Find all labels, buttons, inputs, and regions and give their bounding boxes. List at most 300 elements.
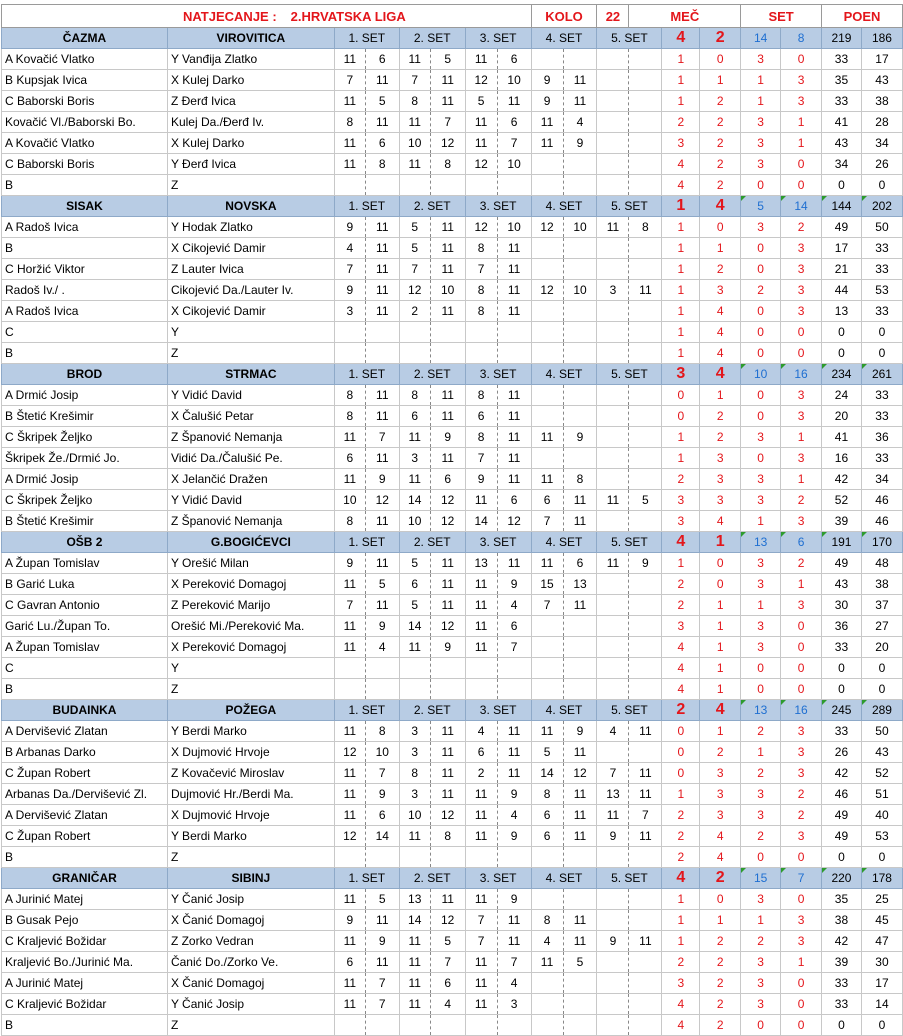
home-set-score: 2 [399,301,430,322]
set-header-4: 4. SET [531,196,597,217]
away-running-matches: 1 [700,721,741,742]
home-set-score: 11 [465,574,497,595]
home-sets-won: 0 [741,847,781,868]
away-set-score [430,175,465,196]
away-set-score [365,343,399,364]
home-points: 0 [822,343,862,364]
away-set-score [629,595,662,616]
away-points: 43 [861,70,902,91]
away-set-score [629,637,662,658]
game-row [2,637,903,658]
away-set-score [629,175,662,196]
home-set-score: 14 [465,511,497,532]
home-sets-won: 0 [741,259,781,280]
away-running-matches: 4 [700,826,741,847]
home-set-score [597,952,629,973]
home-set-score [334,658,365,679]
home-running-matches: 1 [662,343,700,364]
away-points: 17 [861,973,902,994]
away-set-score: 11 [365,595,399,616]
away-sets-won: 0 [781,49,822,70]
home-set-score [597,994,629,1015]
away-set-score: 5 [563,952,597,973]
away-sets-won: 0 [781,154,822,175]
away-running-matches: 2 [700,973,741,994]
game-row [2,448,903,469]
home-set-score [597,238,629,259]
home-points: 26 [822,742,862,763]
home-set-score: 6 [465,742,497,763]
away-player: Y Hodak Zlatko [167,217,334,238]
home-set-score: 7 [465,259,497,280]
home-set-score: 3 [399,721,430,742]
match-header [2,868,903,889]
away-set-score: 11 [365,112,399,133]
home-set-score: 12 [334,826,365,847]
home-set-score: 11 [334,805,365,826]
home-running-matches: 4 [662,175,700,196]
set-header-3: 3. SET [465,868,531,889]
away-player: X Čalušić Petar [167,406,334,427]
home-sets-won: 0 [741,343,781,364]
away-set-score: 8 [430,826,465,847]
away-player: X Cikojević Damir [167,238,334,259]
away-sets-won: 3 [781,406,822,427]
away-points: 38 [861,91,902,112]
game-row [2,490,903,511]
home-set-score: 14 [399,616,430,637]
away-set-score: 11 [629,931,662,952]
home-set-score [465,1015,497,1036]
home-set-score: 11 [399,952,430,973]
home-set-score: 3 [399,784,430,805]
away-set-score: 9 [430,637,465,658]
away-running-matches: 1 [700,595,741,616]
away-sets-won: 1 [781,112,822,133]
away-set-score [629,238,662,259]
away-set-score: 10 [497,217,531,238]
away-running-matches: 4 [700,301,741,322]
home-points: 33 [822,91,862,112]
away-team-name: STRMAC [167,364,334,385]
away-set-score: 7 [365,763,399,784]
home-sets-won: 2 [741,721,781,742]
away-set-score: 11 [430,385,465,406]
game-row [2,385,903,406]
away-set-score: 11 [497,448,531,469]
home-set-score: 6 [399,406,430,427]
away-set-score: 5 [629,490,662,511]
home-set-score: 4 [334,238,365,259]
home-set-score [597,847,629,868]
home-set-score: 12 [465,154,497,175]
home-running-matches: 1 [662,553,700,574]
away-set-score: 6 [497,616,531,637]
away-set-score: 11 [497,301,531,322]
away-player: Orešić Mi./Pereković Ma. [167,616,334,637]
game-row [2,322,903,343]
away-set-score: 11 [430,553,465,574]
home-set-score [334,1015,365,1036]
away-running-matches: 3 [700,469,741,490]
away-set-score [629,259,662,280]
home-set-score: 12 [465,70,497,91]
home-points: 33 [822,973,862,994]
set-header-3: 3. SET [465,700,531,721]
away-set-score: 6 [365,133,399,154]
away-points: 48 [861,553,902,574]
away-player: Y Čanić Josip [167,889,334,910]
home-running-matches: 1 [662,91,700,112]
league-name: 2.HRVATSKA LIGA [290,8,406,24]
home-set-score [597,322,629,343]
away-sets-won: 0 [781,973,822,994]
home-set-score [465,658,497,679]
away-set-score: 5 [430,49,465,70]
home-sets-total: 14 [741,28,781,49]
home-set-score [597,574,629,595]
set-header-2: 2. SET [399,868,465,889]
away-set-score [629,448,662,469]
home-set-score: 12 [531,217,563,238]
away-running-matches: 1 [700,679,741,700]
home-set-score: 8 [531,910,563,931]
home-points: 0 [822,322,862,343]
home-running-matches: 4 [662,637,700,658]
away-set-score: 11 [629,763,662,784]
away-set-score: 9 [563,133,597,154]
home-set-score [531,238,563,259]
away-running-matches: 2 [700,742,741,763]
away-set-score [497,658,531,679]
game-row [2,658,903,679]
away-set-score: 9 [563,427,597,448]
home-player: A Dervišević Zlatan [2,721,168,742]
set-header-1: 1. SET [334,364,399,385]
set-header-5: 5. SET [597,364,662,385]
away-points: 45 [861,910,902,931]
away-set-score [365,847,399,868]
home-sets-won: 1 [741,511,781,532]
away-set-score: 4 [430,994,465,1015]
away-points: 47 [861,931,902,952]
away-set-score: 11 [563,742,597,763]
home-set-score [597,448,629,469]
away-player: Y [167,322,334,343]
home-sets-won: 2 [741,280,781,301]
home-running-matches: 0 [662,721,700,742]
home-set-score: 8 [334,385,365,406]
away-set-score [629,574,662,595]
game-row [2,805,903,826]
home-set-score [531,616,563,637]
home-sets-won: 0 [741,448,781,469]
home-running-matches: 1 [662,217,700,238]
set-header-4: 4. SET [531,700,597,721]
home-player: C Horžić Viktor [2,259,168,280]
set-header-2: 2. SET [399,28,465,49]
home-set-score: 7 [531,595,563,616]
home-set-score [399,1015,430,1036]
away-set-score: 11 [430,301,465,322]
home-set-score: 3 [399,448,430,469]
home-running-matches: 4 [662,679,700,700]
home-set-score [399,679,430,700]
home-set-score: 11 [399,469,430,490]
away-set-score [563,994,597,1015]
away-sets-won: 1 [781,133,822,154]
home-set-score [334,343,365,364]
home-set-score: 13 [399,889,430,910]
home-player: C Kraljević Božidar [2,931,168,952]
home-set-score: 12 [399,280,430,301]
away-set-score: 11 [365,553,399,574]
away-points: 30 [861,952,902,973]
away-points: 36 [861,427,902,448]
game-row [2,406,903,427]
away-set-score [563,301,597,322]
away-running-matches: 1 [700,238,741,259]
home-set-score: 12 [531,280,563,301]
away-running-matches: 2 [700,175,741,196]
away-set-score: 4 [497,973,531,994]
home-set-score [531,406,563,427]
away-set-score: 6 [497,49,531,70]
away-set-score: 11 [365,259,399,280]
away-player: Y Berdi Marko [167,721,334,742]
home-running-matches: 1 [662,280,700,301]
away-set-score: 11 [365,280,399,301]
away-set-score: 4 [497,595,531,616]
home-set-score: 11 [465,616,497,637]
home-running-matches: 3 [662,133,700,154]
home-sets-won: 3 [741,217,781,238]
away-set-score: 11 [365,238,399,259]
home-team-name: BUDAINKA [2,700,168,721]
away-set-score: 12 [430,805,465,826]
home-running-matches: 0 [662,385,700,406]
home-set-score [399,847,430,868]
home-team-name: SISAK [2,196,168,217]
home-running-matches: 0 [662,406,700,427]
home-set-score [399,343,430,364]
away-points: 34 [861,469,902,490]
away-set-score [629,679,662,700]
game-row [2,469,903,490]
home-set-score: 8 [399,385,430,406]
away-points: 26 [861,154,902,175]
away-set-score: 11 [430,721,465,742]
home-player: A Drmić Josip [2,385,168,406]
away-set-score: 11 [563,826,597,847]
away-set-score: 12 [430,511,465,532]
home-running-matches: 2 [662,805,700,826]
home-player: B Gusak Pejo [2,910,168,931]
away-set-score [629,112,662,133]
away-running-matches: 2 [700,259,741,280]
away-set-score [629,910,662,931]
home-points: 20 [822,406,862,427]
away-set-score: 8 [365,154,399,175]
away-match-wins: 2 [700,28,741,49]
away-set-score: 7 [430,952,465,973]
home-points: 13 [822,301,862,322]
away-player: X Kulej Darko [167,133,334,154]
away-set-score: 10 [497,70,531,91]
home-set-score [597,469,629,490]
home-set-score [597,49,629,70]
home-points: 33 [822,49,862,70]
away-set-score [629,616,662,637]
away-player: Y Berdi Marko [167,826,334,847]
game-row [2,595,903,616]
away-sets-won: 3 [781,301,822,322]
home-set-score: 5 [531,742,563,763]
home-points: 0 [822,847,862,868]
away-set-score [629,469,662,490]
home-set-score: 11 [334,931,365,952]
away-set-score: 6 [430,973,465,994]
home-set-score: 13 [465,553,497,574]
home-running-matches: 2 [662,826,700,847]
away-points: 20 [861,637,902,658]
away-sets-won: 2 [781,553,822,574]
home-set-score [597,658,629,679]
home-set-score: 6 [531,826,563,847]
home-player: C Kraljević Božidar [2,994,168,1015]
away-points: 40 [861,805,902,826]
home-points: 35 [822,70,862,91]
home-running-matches: 1 [662,427,700,448]
home-sets-won: 3 [741,889,781,910]
home-set-score: 5 [399,553,430,574]
home-set-score: 11 [531,553,563,574]
away-points: 43 [861,742,902,763]
away-sets-won: 2 [781,217,822,238]
home-set-score: 11 [531,469,563,490]
home-set-score: 5 [399,217,430,238]
away-running-matches: 4 [700,511,741,532]
away-set-score: 11 [497,259,531,280]
home-set-score [531,154,563,175]
home-match-wins: 2 [662,700,700,721]
away-set-score [365,1015,399,1036]
away-points: 52 [861,763,902,784]
home-player: B [2,343,168,364]
home-set-score: 11 [334,49,365,70]
home-set-score: 4 [597,721,629,742]
away-set-score [563,406,597,427]
home-set-score: 11 [465,49,497,70]
away-set-score: 9 [365,931,399,952]
home-sets-total: 5 [741,196,781,217]
away-set-score: 4 [563,112,597,133]
home-sets-total: 15 [741,868,781,889]
home-player: C Župan Robert [2,763,168,784]
home-set-score: 11 [399,931,430,952]
away-match-wins: 1 [700,532,741,553]
home-sets-won: 3 [741,574,781,595]
match-header [2,532,903,553]
away-set-score [563,616,597,637]
away-set-score: 6 [365,49,399,70]
home-set-score [531,385,563,406]
home-set-score [597,637,629,658]
home-sets-won: 0 [741,301,781,322]
away-set-score: 9 [497,889,531,910]
away-player: X Čanić Domagoj [167,973,334,994]
away-sets-won: 1 [781,574,822,595]
away-running-matches: 0 [700,217,741,238]
home-set-score: 5 [399,595,430,616]
set-header-2: 2. SET [399,364,465,385]
away-team-name: SIBINJ [167,868,334,889]
home-set-score: 9 [597,826,629,847]
away-points: 14 [861,994,902,1015]
home-set-score: 11 [597,490,629,511]
home-set-score [597,133,629,154]
away-set-score: 6 [563,553,597,574]
home-set-score [597,301,629,322]
home-set-score: 11 [465,889,497,910]
home-set-score [334,679,365,700]
away-set-score: 11 [365,406,399,427]
set-header-5: 5. SET [597,196,662,217]
home-points: 34 [822,154,862,175]
home-sets-won: 3 [741,133,781,154]
game-row [2,679,903,700]
away-set-score [629,301,662,322]
set-header-5: 5. SET [597,532,662,553]
game-row [2,238,903,259]
away-sets-won: 3 [781,931,822,952]
away-set-score [563,889,597,910]
away-set-score [430,1015,465,1036]
home-set-score [531,448,563,469]
away-set-score [629,343,662,364]
home-set-score: 3 [597,280,629,301]
game-row [2,574,903,595]
home-running-matches: 3 [662,511,700,532]
home-set-score: 6 [399,574,430,595]
home-set-score [531,322,563,343]
game-row [2,826,903,847]
home-set-score: 8 [399,91,430,112]
away-sets-total: 6 [781,532,822,553]
away-points: 0 [861,1015,902,1036]
away-set-score: 11 [365,217,399,238]
away-sets-won: 3 [781,910,822,931]
home-set-score [531,343,563,364]
home-set-score [531,49,563,70]
home-set-score: 8 [334,112,365,133]
home-set-score [531,658,563,679]
away-set-score: 11 [629,784,662,805]
home-set-score: 7 [399,259,430,280]
home-running-matches: 1 [662,931,700,952]
game-row [2,847,903,868]
home-set-score: 11 [399,994,430,1015]
away-points: 17 [861,49,902,70]
set-header-5: 5. SET [597,28,662,49]
away-set-score: 11 [365,511,399,532]
away-set-score: 11 [365,448,399,469]
home-player: A Dervišević Zlatan [2,805,168,826]
home-points: 42 [822,469,862,490]
home-points: 42 [822,931,862,952]
away-points-total: 289 [861,700,902,721]
away-set-score [563,973,597,994]
